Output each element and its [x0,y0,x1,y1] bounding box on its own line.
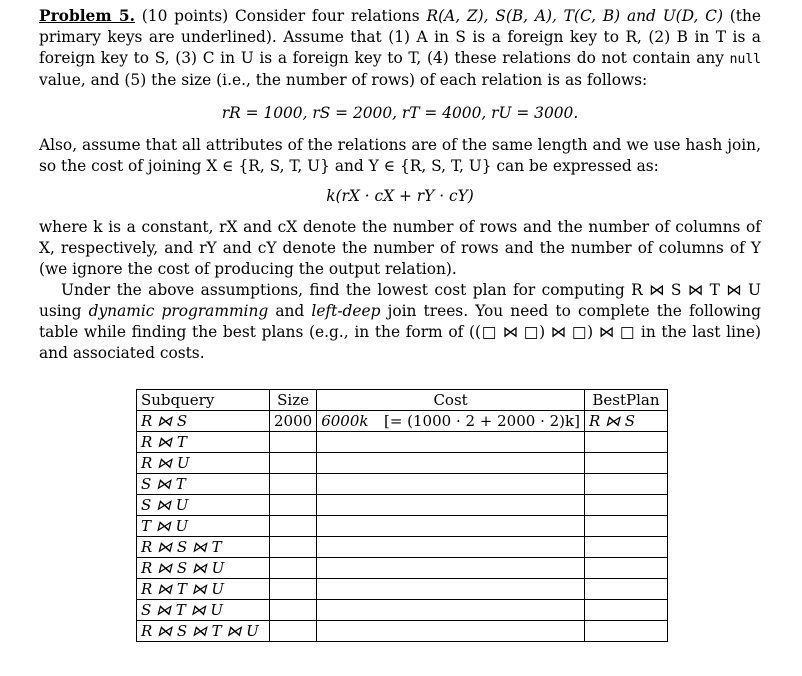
problem-points: (10 points) [141,7,229,25]
cost-cell[interactable] [317,537,585,558]
cost-cell[interactable] [317,474,585,495]
size-cell[interactable] [270,537,317,558]
table-row [137,474,668,495]
table-row [137,621,668,642]
table-row [137,558,668,579]
under-paragraph [39,280,761,364]
bestplan-cell[interactable] [584,495,667,516]
intro-end: value, and (5) the size (i.e., the number of rows) of each relation is as follows: [39,71,648,89]
subquery-cell: R ⋈ S ⋈ T [137,537,270,558]
size-cell[interactable] [270,495,317,516]
cost-cell[interactable] [317,432,585,453]
subquery-cell: R ⋈ T ⋈ U [137,579,270,600]
cost-cell[interactable] [317,495,585,516]
header-bestplan: BestPlan [584,390,667,411]
bestplan-cell[interactable] [584,453,667,474]
cost-cell[interactable] [317,453,585,474]
subquery-cell: S ⋈ U [137,495,270,516]
bestplan-cell[interactable] [584,579,667,600]
table-row [137,411,668,432]
subquery-cell: R ⋈ U [137,453,270,474]
size-cell[interactable] [270,474,317,495]
intro-post: (the primary keys are underlined). Assume that (1) A in S is a foreign key to R, (2) B in T is a foreign key to S, (3) C in U is a foreign key to T, (4) these relations do not contain any [39,7,761,67]
bestplan-cell[interactable] [584,621,667,642]
bestplan-cell[interactable] [584,600,667,621]
bestplan-cell[interactable] [584,537,667,558]
bestplan-cell: R ⋈ S [584,411,667,432]
size-cell[interactable] [270,579,317,600]
cost-value: 6000k [321,412,369,430]
dynamic-programming-text: dynamic programming [88,302,269,320]
bestplan-cell[interactable] [584,432,667,453]
subquery-cell: S ⋈ T [137,474,270,495]
table-row [137,432,668,453]
size-cell[interactable] [270,600,317,621]
cost-cell [317,411,585,432]
under-text-1: Under the above assumptions, find the lowest cost plan for computing R ⋈ S ⋈ T ⋈ U using [39,281,761,320]
subquery-cell: R ⋈ S ⋈ T ⋈ U [137,621,270,642]
subquery-cell: R ⋈ T [137,432,270,453]
null-keyword: null [729,52,761,67]
cost-cell[interactable] [317,621,585,642]
problem-title: Problem 5. [39,7,135,25]
table-row [137,600,668,621]
table-row [137,453,668,474]
and-word: and [275,302,305,320]
also-paragraph: Also, assume that all attributes of the relations are of the same length and we use hash join, so the cost of joining X ∈ {R, S, T, U} and Y ∈ {R, S, T, U} can be expressed as: [39,136,761,175]
size-cell[interactable] [270,516,317,537]
size-cell: 2000 [270,411,317,432]
header-size: Size [270,390,317,411]
bestplan-cell[interactable] [584,558,667,579]
header-subquery: Subquery [137,390,270,411]
problem-intro [39,6,761,91]
subquery-cell: R ⋈ S [137,411,270,432]
cost-cell[interactable] [317,558,585,579]
bestplan-cell[interactable] [584,516,667,537]
problem-page [39,6,761,364]
intro-pre: Consider four relations [235,7,420,25]
table-row [137,495,668,516]
cost-formula: k(rX · cX + rY · cY) [326,187,474,205]
size-cell[interactable] [270,558,317,579]
relations-text: R(A, Z), S(B, A), T(C, B) and U(D, C) [426,7,723,25]
bestplan-cell[interactable] [584,474,667,495]
size-cell[interactable] [270,453,317,474]
subquery-cell: R ⋈ S ⋈ U [137,558,270,579]
cost-detail: [= (1000 · 2 + 2000 · 2)k] [383,412,580,430]
header-cost: Cost [317,390,585,411]
table-header-row [137,390,668,411]
size-cell[interactable] [270,621,317,642]
subquery-cell: T ⋈ U [137,516,270,537]
cost-cell[interactable] [317,600,585,621]
cost-cell[interactable] [317,579,585,600]
table-row [137,537,668,558]
subquery-table [136,389,668,642]
sizes-equation: rR = 1000, rS = 2000, rT = 4000, rU = 3000. [221,104,579,122]
cost-cell[interactable] [317,516,585,537]
table-row [137,579,668,600]
subquery-cell: S ⋈ T ⋈ U [137,600,270,621]
where-paragraph: where k is a constant, rX and cX denote the number of rows and the number of columns of X, respectively, and rY and cY denote the number of rows and the number of columns of Y (we ignore the cost of producing the output relation). [39,218,761,278]
left-deep-text: left-deep [311,302,381,320]
table-row [137,516,668,537]
under-text-2: join trees. You need to complete the following table while finding the best plans (e.g., in the form of ((□ ⋈ □) ⋈ □) ⋈ □ in the last line) and associated costs. [39,302,761,362]
size-cell[interactable] [270,432,317,453]
